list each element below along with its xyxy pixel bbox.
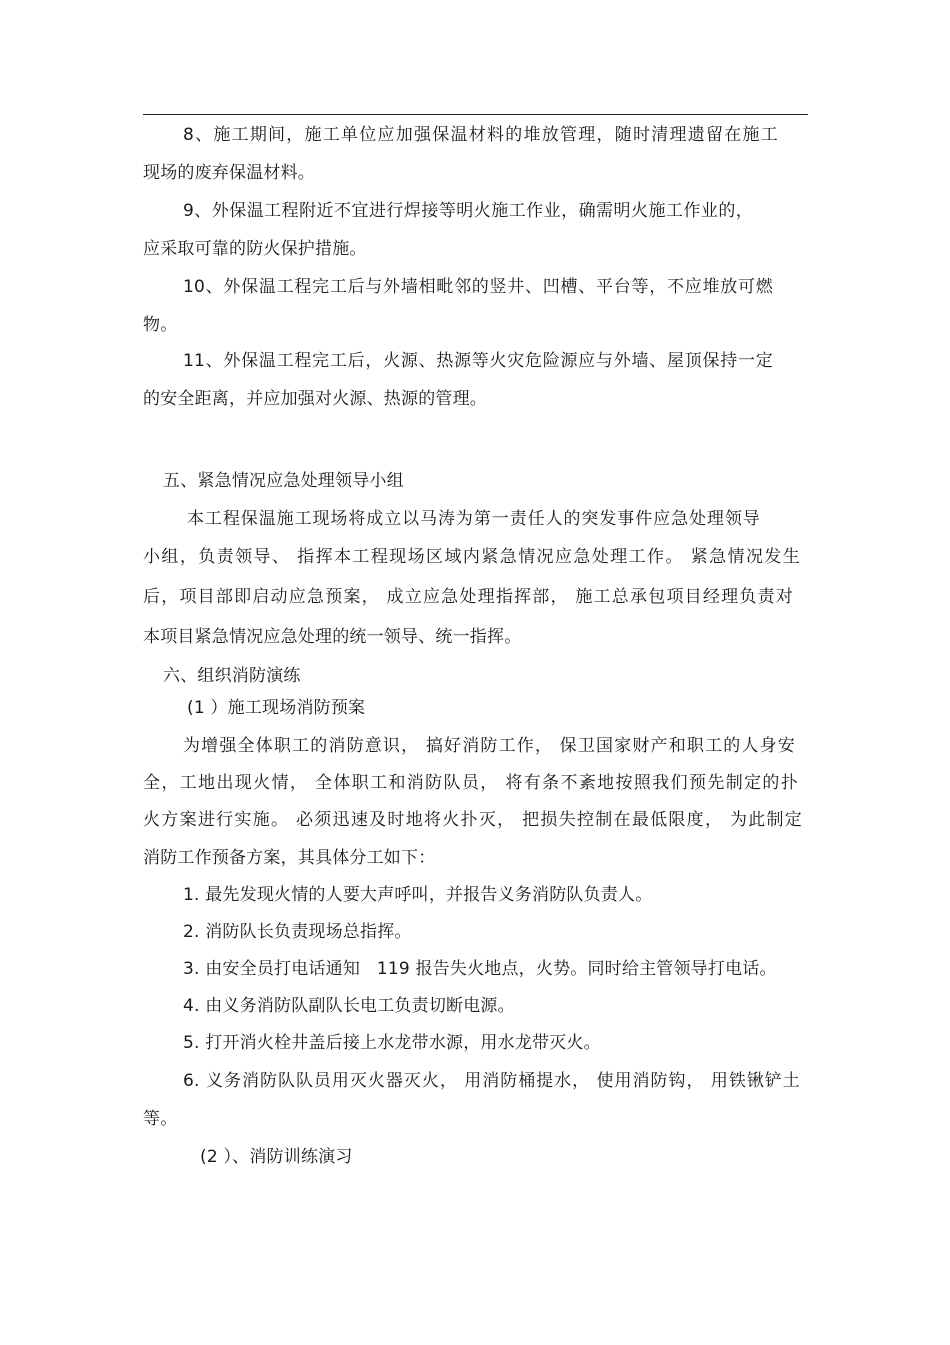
duty-item-4: 4. 由义务消防队副队长电工负责切断电源。 [183, 996, 515, 1016]
plan-para-line-1: 为增强全体职工的消防意识， 搞好消防工作， 保卫国家财产和职工的人身安 [183, 736, 795, 756]
item-10-line-2: 物。 [143, 315, 178, 335]
plan-para-line-2: 全，工地出现火情， 全体职工和消防队员， 将有条不紊地按照我们预先制定的扑 [143, 773, 798, 793]
item-10-line-1: 10、外保温工程完工后与外墙相毗邻的竖井、凹槽、平台等，不应堆放可燃 [183, 277, 773, 297]
section-5-para-line-1: 本工程保温施工现场将成立以马涛为第一责任人的突发事件应急处理领导 [187, 509, 760, 529]
item-9-line-2: 应采取可靠的防火保护措施。 [143, 239, 367, 259]
duty-item-3: 3. 由安全员打电话通知 119 报告失火地点，火势。同时给主管领导打电话。 [183, 959, 777, 979]
section-6-heading: 六、组织消防演练 [163, 666, 301, 686]
item-8-line-1: 8、施工期间，施工单位应加强保温材料的堆放管理，随时清理遗留在施工 [183, 125, 778, 145]
plan-para-line-4: 消防工作预备方案，其具体分工如下： [143, 848, 436, 868]
section-5-para-line-3: 后，项目部即启动应急预案， 成立应急处理指挥部， 施工总承包项目经理负责对 [143, 587, 793, 607]
section-5-para-line-2: 小组，负责领导、 指挥本工程现场区域内紧急情况应急处理工作。 紧急情况发生 [143, 547, 800, 567]
duty-item-2: 2. 消防队长负责现场总指挥。 [183, 922, 412, 942]
item-9-line-1: 9、外保温工程附近不宜进行焊接等明火施工作业，确需明火施工作业的， [183, 201, 753, 221]
duty-item-1: 1. 最先发现火情的人要大声呼叫，并报告义务消防队负责人。 [183, 885, 653, 905]
item-11-line-2: 的安全距离，并应加强对火源、热源的管理。 [143, 389, 487, 409]
item-8-line-2: 现场的废弃保温材料。 [143, 163, 315, 183]
duty-item-6-line-2: 等。 [143, 1109, 178, 1129]
subsection-2-heading: (2 ）、消防训练演习 [200, 1147, 353, 1167]
duty-item-6-line-1: 6. 义务消防队队员用灭火器灭火， 用消防桶提水， 使用消防钩， 用铁锹铲土 [183, 1071, 800, 1091]
plan-para-line-3: 火方案进行实施。 必须迅速及时地将火扑灭， 把损失控制在最低限度， 为此制定 [143, 810, 802, 830]
subsection-1-heading: (1 ）施工现场消防预案 [187, 698, 366, 718]
item-11-line-1: 11、外保温工程完工后，火源、热源等火灾危险源应与外墙、屋顶保持一定 [183, 351, 773, 371]
section-5-para-line-4: 本项目紧急情况应急处理的统一领导、统一指挥。 [143, 627, 522, 647]
header-rule [143, 114, 808, 115]
duty-item-5: 5. 打开消火栓井盖后接上水龙带水源，用水龙带灭火。 [183, 1033, 601, 1053]
section-5-heading: 五、紧急情况应急处理领导小组 [163, 471, 404, 491]
